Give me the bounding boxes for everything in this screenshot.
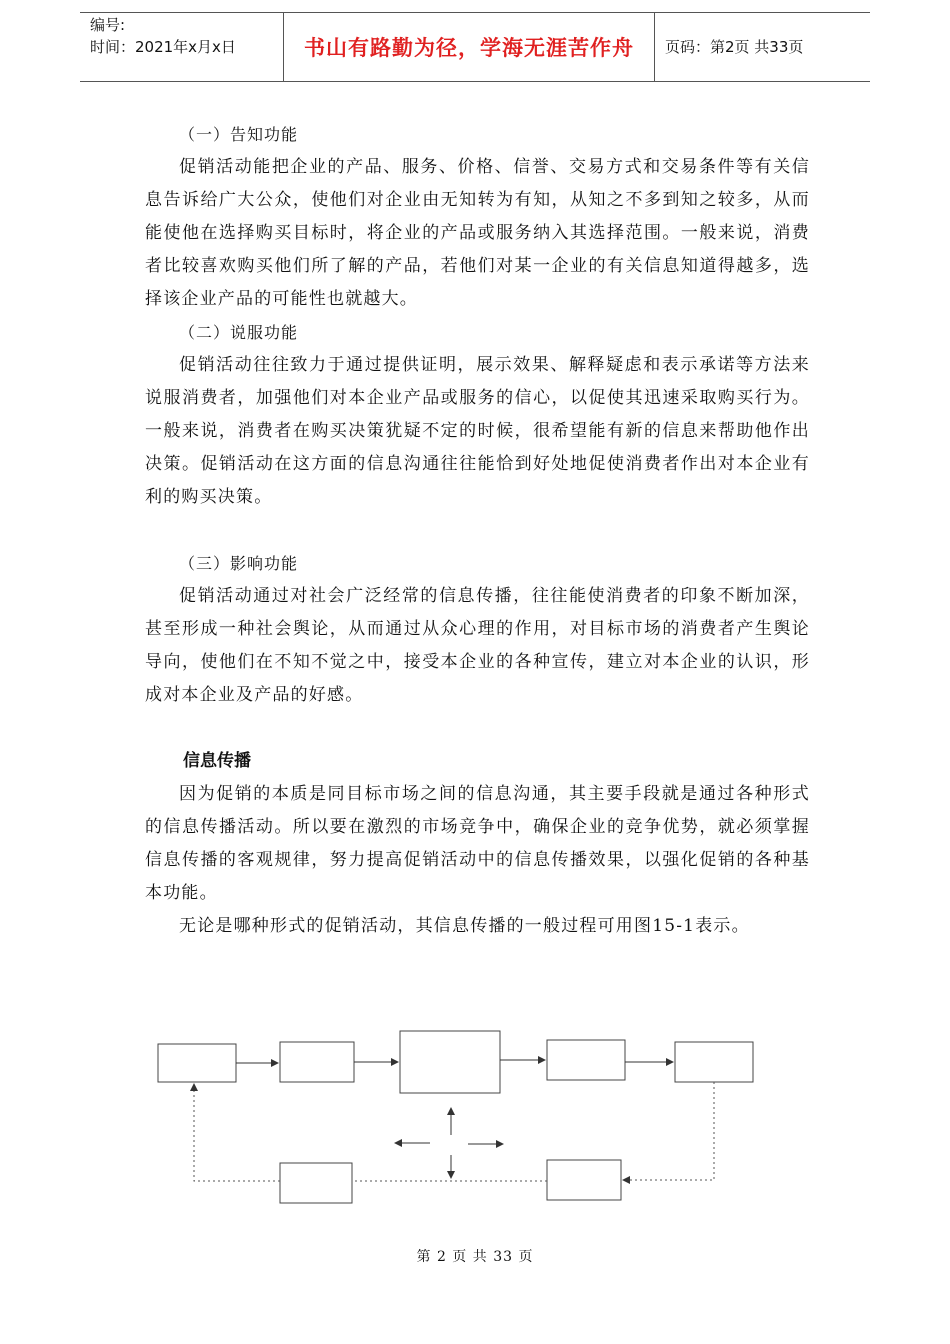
diagram-box-7 xyxy=(547,1160,621,1200)
motto: 书山有路勤为径，学海无涯苦作舟 xyxy=(304,36,634,60)
communication-process-diagram xyxy=(150,1020,770,1220)
document-body xyxy=(145,118,810,943)
header-motto-cell xyxy=(284,13,655,81)
page-info: 页码：第2页 共33页 xyxy=(665,38,804,56)
section-heading-inform: （一）告知功能 xyxy=(179,125,299,144)
paragraph-influence: 促销活动通过对社会广泛经常的信息传播，往往能使消费者的印象不断加深，甚至形成一种社会舆论，从而通过从众心理的作用，对目标市场的消费者产生舆论导向，使他们在不知不觉之中，接受本企业的各种宣传，建立对本企业的认识，形成对本企业及产品的好感。 xyxy=(145,586,810,705)
header-meta-cell xyxy=(80,13,284,81)
number-label: 编号: xyxy=(90,16,126,34)
time-label: 时间：2021年x月x日 xyxy=(90,38,236,56)
diagram-feedback-right xyxy=(623,1082,714,1180)
header-page-cell xyxy=(655,13,870,81)
diagram-box-2 xyxy=(280,1042,354,1082)
diagram-box-5 xyxy=(675,1042,753,1082)
diagram-box-6 xyxy=(280,1163,352,1203)
page-header xyxy=(80,12,870,82)
paragraph-persuade: 促销活动往往致力于通过提供证明，展示效果、解释疑虑和表示承诺等方法来说服消费者，加强他们对本企业产品或服务的信心，以促使其迅速采取购买行为。一般来说，消费者在购买决策犹疑不定的时候，很希望能有新的信息来帮助他作出决策。促销活动在这方面的信息沟通往往能恰到好处地促使消费者作出对本企业有利的购买决策。 xyxy=(145,355,810,507)
paragraph-figure-ref: 无论是哪种形式的促销活动，其信息传播的一般过程可用图15-1表示。 xyxy=(179,916,750,936)
diagram-box-4 xyxy=(547,1040,625,1080)
diagram-feedback-left xyxy=(194,1084,280,1181)
section-heading-info-spread: 信息传播 xyxy=(183,751,251,771)
paragraph-info-spread: 因为促销的本质是同目标市场之间的信息沟通，其主要手段就是通过各种形式的信息传播活动。所以要在激烈的市场竞争中，确保企业的竞争优势，就必须掌握信息传播的客观规律，努力提高促销活动中的信息传播效果，以强化促销的各种基本功能。 xyxy=(145,784,810,903)
section-heading-persuade: （二）说服功能 xyxy=(179,323,299,342)
section-heading-influence: （三）影响功能 xyxy=(179,554,299,573)
diagram-box-1 xyxy=(158,1044,236,1082)
diagram-box-3 xyxy=(400,1031,500,1093)
page-footer: 第 2 页 共 33 页 xyxy=(416,1249,534,1265)
paragraph-inform: 促销活动能把企业的产品、服务、价格、信誉、交易方式和交易条件等有关信息告诉给广大公众，使他们对企业由无知转为有知，从知之不多到知之较多，从而能使他在选择购买目标时，将企业的产品或服务纳入其选择范围。一般来说，消费者比较喜欢购买他们所了解的产品，若他们对某一企业的有关信息知道得越多，选择该企业产品的可能性也就越大。 xyxy=(145,157,810,309)
